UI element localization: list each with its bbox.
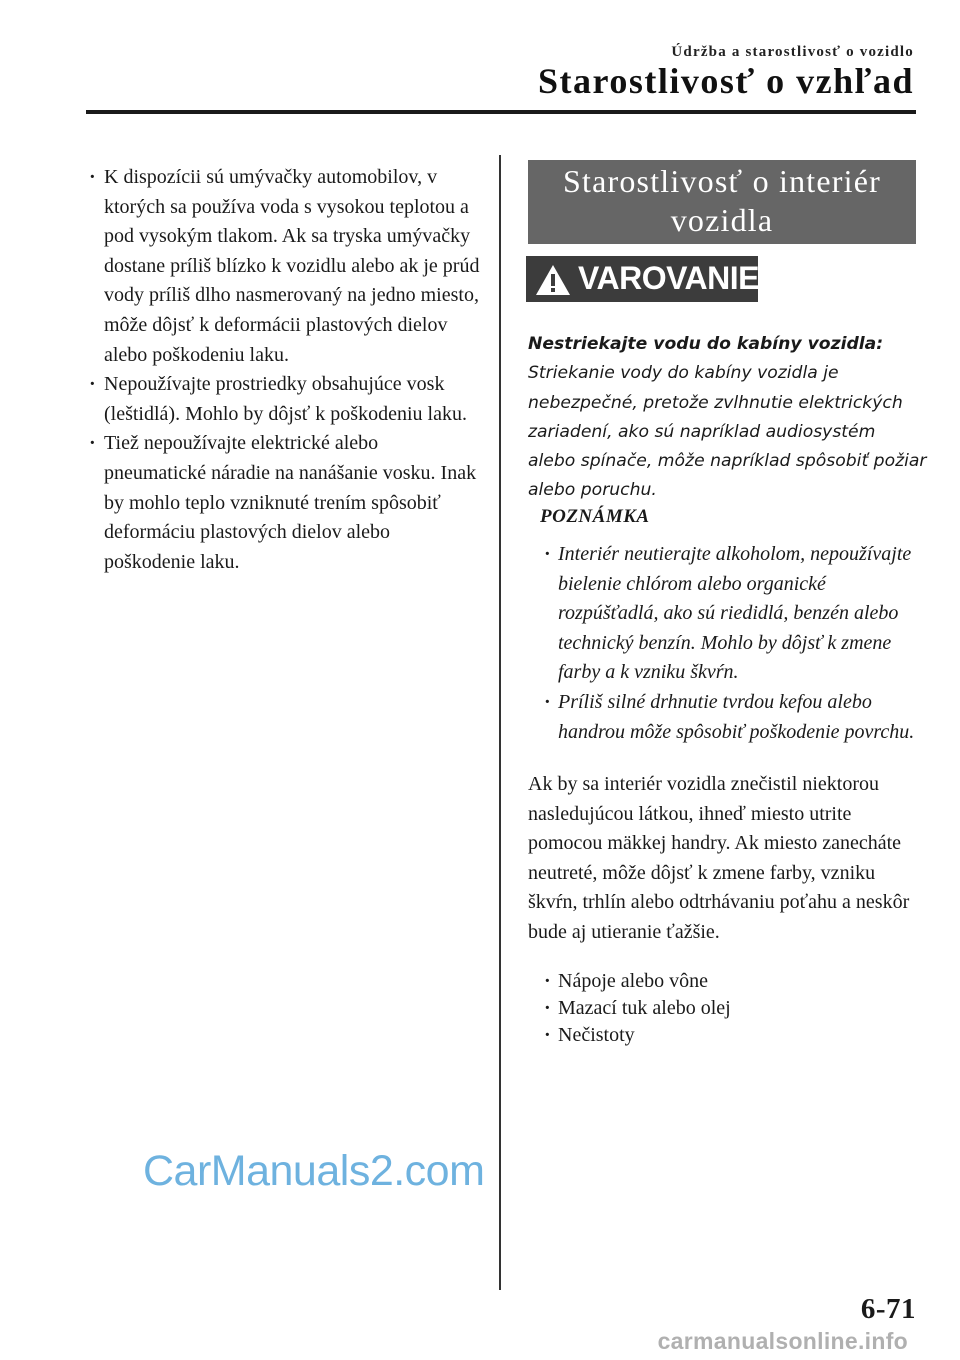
list-item-text: Interiér neutierajte alkoholom, nepoužívajte bielenie chlórom alebo organické rozpúšťadlá, ako sú riedidlá, benzén alebo technický benzín. Mohlo by dôjsť k zmene farby a k vzniku škvŕn. [558,543,912,684]
body-paragraph: Ak by sa interiér vozidla znečistil niektorou nasledujúcou látkou, ihneď miesto utrite pomocou mäkkej handry. Ak miesto zanecháte neutreté, môže dôjsť k zmene farby, vzniku škvŕn, trhlín alebo odtrhávaniu poťahu a neskôr bude aj utieranie ťažšie. [528,773,910,943]
bullet-icon: · [89,166,96,188]
bullet-icon: · [544,690,551,713]
list-item [84,370,484,429]
page-number: 6-71 [860,1293,916,1325]
list-item [528,540,926,688]
list-item-text: Nečistoty [558,1024,635,1046]
warning-triangle-icon [534,263,572,302]
substance-list [528,968,926,1049]
list-item [528,995,926,1022]
list-item-text: Tiež nepoužívajte elektrické alebo pneumatické náradie na nanášanie vosku. Inak by mohlo teplo vzniknuté trením spôsobiť deformáciu plastových dielov alebo poškodenie laku. [104,432,477,573]
header-divider [86,110,916,114]
warning-text [528,330,928,506]
left-column [84,163,484,577]
list-item-text: K dispozícii sú umývačky automobilov, v ktorých sa používa voda s vysokou teplotou a pod vysokým tlakom. Ak sa tryska umývačky dostane príliš blízko k vozidlu alebo ak je prúd vody príliš dlho nasmerovaný na jedno miesto, môže dôjsť k deformácii plastových dielov alebo poškodeniu laku. [104,166,480,366]
list-item [84,163,484,370]
warning-lead: Nestriekajte vodu do kabíny vozidla: [528,334,884,354]
column-divider [499,155,501,1290]
section-heading [528,160,916,244]
bullet-icon: · [544,970,551,992]
chapter-title: Údržba a starostlivosť o vozidlo [671,44,914,60]
page-title: Starostlivosť o vzhľad [537,61,914,101]
list-item-text: Nepoužívajte prostriedky obsahujúce vosk (leštidlá). Mohlo by dôjsť k poškodeniu laku. [104,373,467,425]
bullet-icon: · [544,1024,551,1046]
bullet-icon: · [89,373,96,396]
note-list [528,540,926,747]
footer-watermark: carmanualsonline.info [657,1328,908,1354]
warning-badge [526,256,758,302]
list-item [528,688,926,747]
warning-label: VAROVANIE [578,260,759,296]
watermark-logo: CarManuals2.com [143,1147,485,1195]
list-item [528,968,926,995]
list-item-text: Príliš silné drhnutie tvrdou kefou alebo handrou môže spôsobiť poškodenie povrchu. [558,690,915,743]
list-item-text: Mazací tuk alebo olej [558,997,731,1019]
list-item-text: Nápoje alebo vône [558,970,708,992]
list-item [84,429,484,577]
bullet-icon: · [544,543,551,565]
section-heading-line2: vozidla [670,202,774,238]
bullet-icon: · [89,432,96,455]
warning-body: Striekanie vody do kabíny vozidla je nebezpečné, pretože zvlhnutie elektrických zariadení, ako sú napríklad audiosystém alebo spínače, môže napríklad spôsobiť požiar alebo poruchu. [528,363,927,501]
list-item [528,1022,926,1049]
note-title: POZNÁMKA [540,506,650,527]
section-heading-line1: Starostlivosť o interiér [563,163,881,199]
bullet-icon: · [544,997,551,1019]
